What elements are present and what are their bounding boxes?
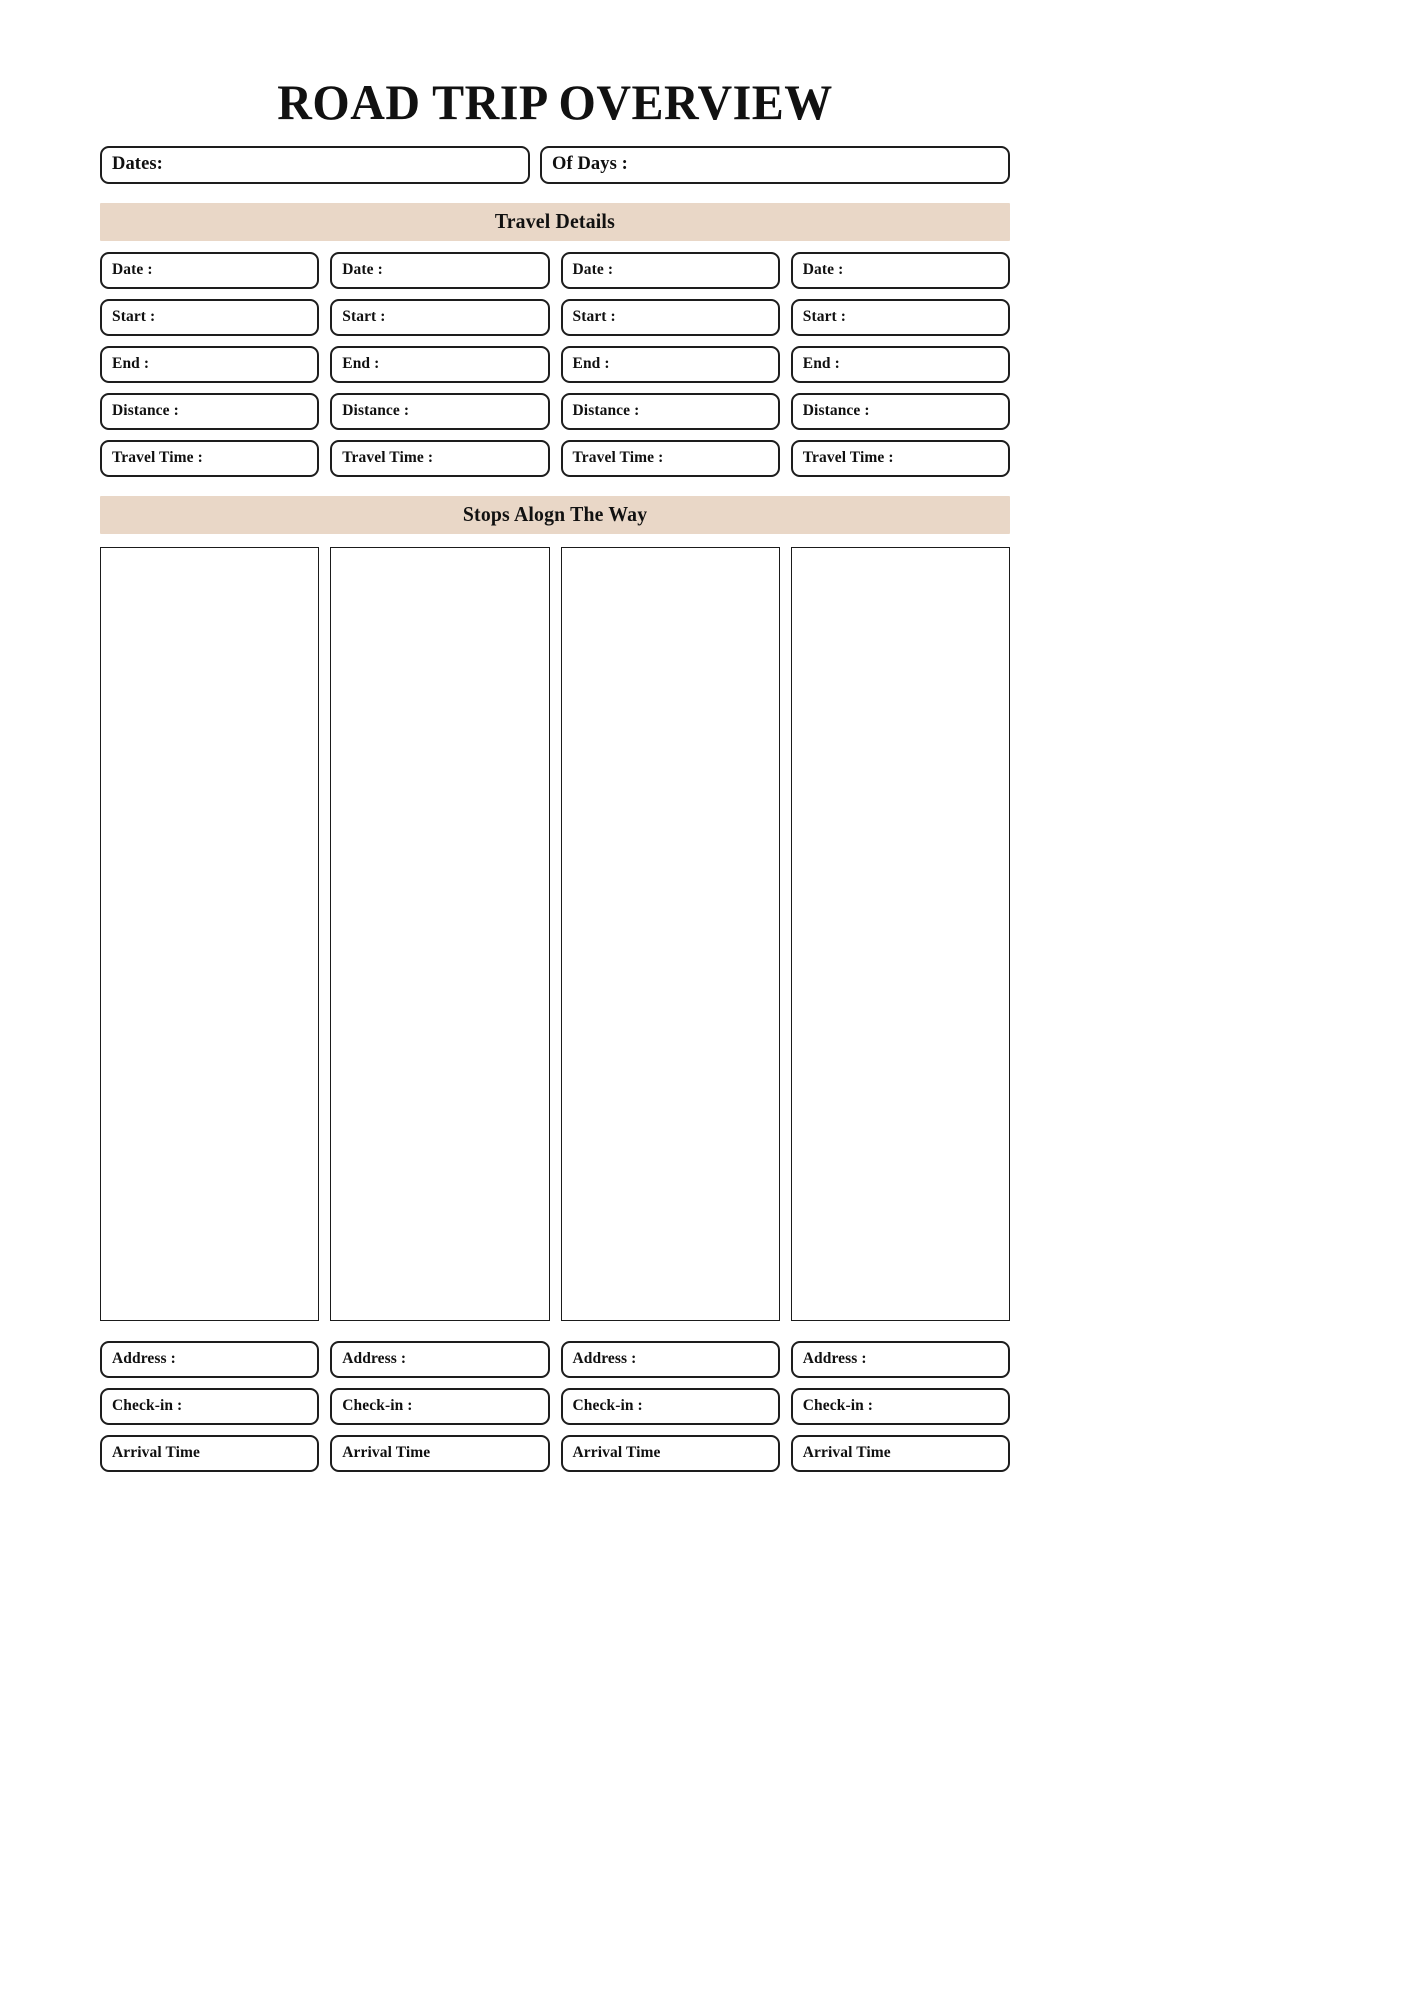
number-of-days-field[interactable] [540,146,1010,184]
checkin-label-1: Check-in : [112,1397,183,1414]
page-content [100,0,1010,1472]
travel-distance-field-3[interactable] [561,393,780,430]
travel-end-field-1[interactable] [100,346,319,383]
travel-end-field-4[interactable] [791,346,1010,383]
travel-time-label-2: Travel Time : [342,449,434,466]
arrival-time-label-3: Arrival Time [572,1444,661,1461]
travel-start-field-4[interactable] [791,299,1010,336]
address-field-2[interactable] [330,1341,549,1378]
arrival-time-field-2[interactable] [330,1435,549,1472]
travel-end-label-3: End : [572,355,610,372]
arrival-time-field-1[interactable] [100,1435,319,1472]
number-of-days-field-label: Of Days : [552,154,628,174]
travel-time-field-1[interactable] [100,440,319,477]
travel-date-label-2: Date : [342,261,383,278]
travel-date-label-1: Date : [112,261,153,278]
travel-start-field-2[interactable] [330,299,549,336]
address-field-1[interactable] [100,1341,319,1378]
travel-date-field-4[interactable] [791,252,1010,289]
travel-time-field-3[interactable] [561,440,780,477]
travel-distance-label-2: Distance : [342,402,410,419]
travel-start-label-4: Start : [802,308,847,325]
checkin-label-3: Check-in : [572,1397,643,1414]
arrival-time-field-3[interactable] [561,1435,780,1472]
dates-field-label: Dates: [112,154,163,174]
checkin-label-4: Check-in : [802,1397,874,1414]
header-fields-row [100,146,1010,184]
stop-note-box-1[interactable] [100,547,319,1321]
travel-distance-label-1: Distance : [112,402,179,419]
travel-start-label-3: Start : [572,308,616,325]
checkin-field-4[interactable] [791,1388,1010,1425]
arrival-time-label-1: Arrival Time [112,1444,201,1461]
travel-time-field-4[interactable] [791,440,1010,477]
travel-distance-field-2[interactable] [330,393,549,430]
checkin-field-2[interactable] [330,1388,549,1425]
travel-distance-field-4[interactable] [791,393,1010,430]
travel-distance-label-4: Distance : [802,402,870,419]
travel-start-label-2: Start : [342,308,386,325]
arrival-time-label-4: Arrival Time [802,1444,891,1461]
checkin-field-1[interactable] [100,1388,319,1425]
travel-start-field-1[interactable] [100,299,319,336]
travel-start-label-1: Start : [112,308,156,325]
travel-start-field-3[interactable] [561,299,780,336]
travel-end-label-1: End : [112,355,150,372]
checkin-field-3[interactable] [561,1388,780,1425]
travel-end-label-2: End : [342,355,380,372]
arrival-time-label-2: Arrival Time [342,1444,431,1461]
stops-banner [100,496,1010,534]
dates-field[interactable] [100,146,530,184]
address-field-3[interactable] [561,1341,780,1378]
address-label-4: Address : [802,1350,867,1367]
address-label-2: Address : [342,1350,407,1367]
stop-note-box-2[interactable] [330,547,549,1321]
stop-note-box-4[interactable] [791,547,1010,1321]
travel-end-field-3[interactable] [561,346,780,383]
travel-date-field-2[interactable] [330,252,549,289]
travel-time-label-3: Travel Time : [572,449,664,466]
arrival-time-field-4[interactable] [791,1435,1010,1472]
travel-date-label-3: Date : [572,261,614,278]
stops-banner-label: Stops Alogn The Way [462,502,648,526]
lodging-grid [100,1341,1010,1472]
address-label-1: Address : [112,1350,176,1367]
travel-time-label-1: Travel Time : [112,449,203,466]
travel-date-field-1[interactable] [100,252,319,289]
travel-time-label-4: Travel Time : [802,449,894,466]
travel-distance-field-1[interactable] [100,393,319,430]
page-title: ROAD TRIP OVERVIEW [277,74,833,130]
travel-details-grid [100,252,1010,477]
travel-date-field-3[interactable] [561,252,780,289]
stop-note-box-3[interactable] [561,547,780,1321]
checkin-label-2: Check-in : [342,1397,413,1414]
travel-distance-label-3: Distance : [572,402,640,419]
travel-date-label-4: Date : [802,261,844,278]
stops-note-boxes-row [100,547,1010,1321]
address-label-3: Address : [572,1350,637,1367]
travel-details-banner [100,203,1010,241]
travel-end-field-2[interactable] [330,346,549,383]
travel-details-banner-label: Travel Details [494,209,616,233]
travel-time-field-2[interactable] [330,440,549,477]
address-field-4[interactable] [791,1341,1010,1378]
travel-end-label-4: End : [802,355,840,372]
